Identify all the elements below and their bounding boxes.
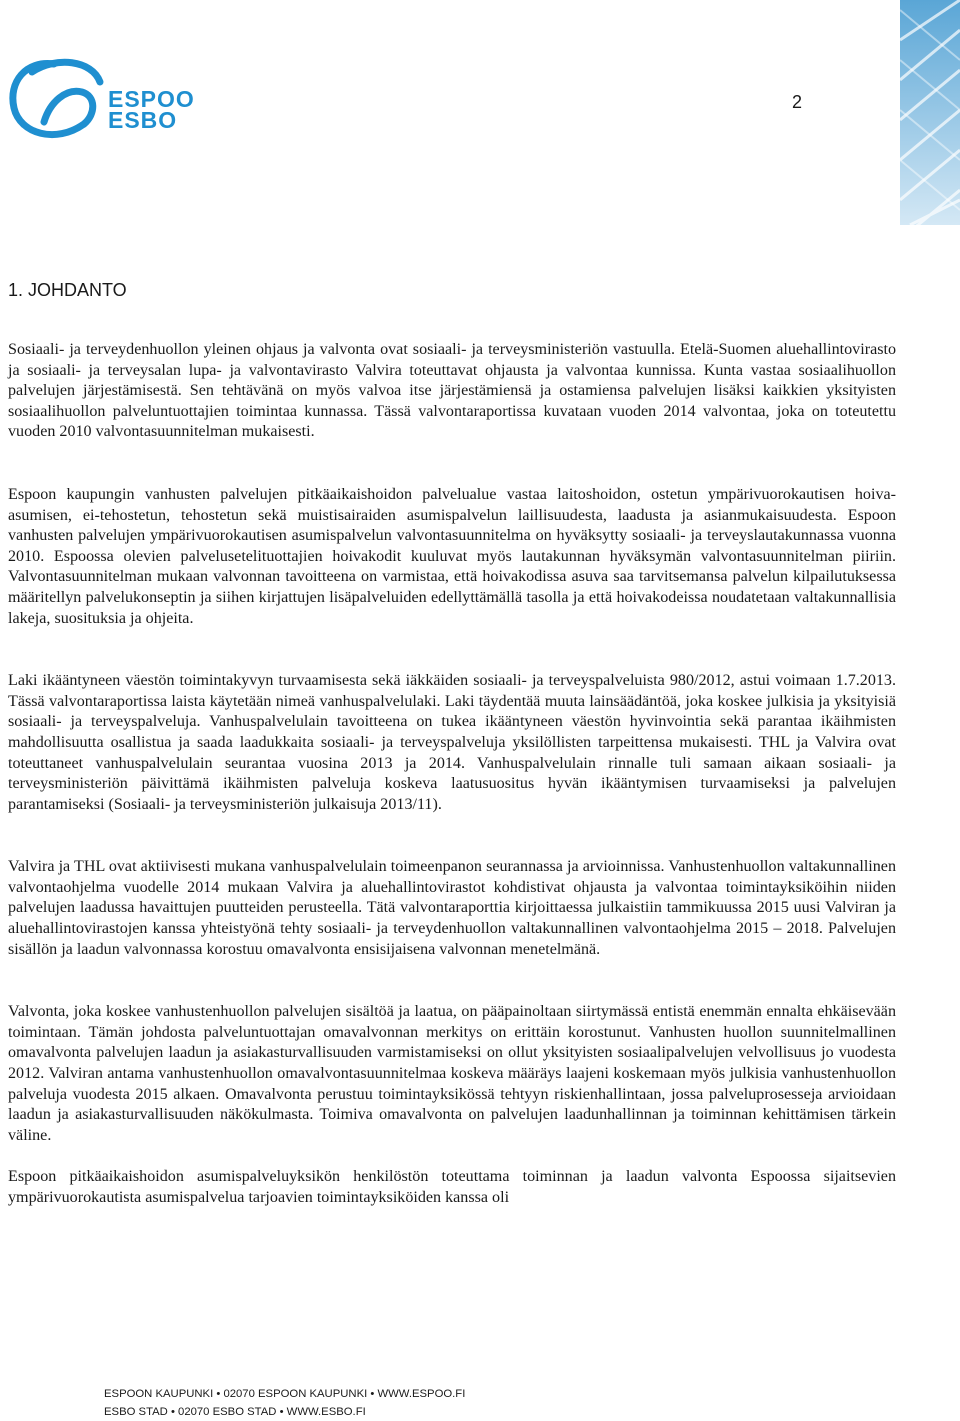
espoo-logo-mark-icon	[4, 52, 108, 147]
document-body	[8, 340, 896, 1209]
footer-line-1: ESPOON KAUPUNKI • 02070 ESPOON KAUPUNKI • WWW.ESPOO.FI	[104, 1386, 465, 1404]
espoo-logo	[4, 52, 194, 147]
paragraph: Valvira ja THL ovat aktiivisesti mukana vanhuspalvelulain toimeenpanon seurannassa ja arvioinnissa. Vanhustenhuollon valtakunnallinen valvontaohjelma vuodelle 2014 mukaan Valvira ja aluehallintovirastot kohdistivat ohjausta ja valvontaa toimintayksiköihin niiden palvelujen laadussa havaittujen puutteiden perusteella. Tätä valvontaraporttia kirjoittaessa julkaistiin tammikuussa 2015 uusi Valviran ja aluehallintovirastojen kanssa yhteistyönä tehty sosiaali- ja terveydenhuollon valtakunnallinen valvontaohjelma 2015 – 2018. Palvelujen sisällön ja laadun valvonnassa korostuu omavalvonta ensisijaisena valvonnan menetelmänä.	[8, 857, 896, 960]
paragraph: Espoon pitkäaikaishoidon asumispalveluyksikön henkilöstön toteuttama toiminnan ja laadun valvonta Espoossa sijaitsevien ympärivuorokautista asumispalvelua tarjoavien toimintayksiköiden kanssa oli	[8, 1167, 896, 1208]
logo-line-2: ESBO	[108, 110, 195, 131]
page-number: 2	[792, 92, 802, 113]
paragraph: Sosiaali- ja terveydenhuollon yleinen ohjaus ja valvonta ovat sosiaali- ja terveysministeriön vastuulla. Etelä-Suomen aluehallintovirasto ja sosiaali- ja terveysalan lupa- ja valvontavirasto Valvira toteuttavat ohjausta ja valvontaa kunnissa. Kunta vastaa sosiaalihuollon palvelujen järjestämisestä. Sen tehtävänä on myös valvoa itse järjestämiensä ja ostamiensa palvelujen lisäksi kaikkien yksityisten sosiaalihuollon palveluntuottajien toimintaa kunnassa. Tässä valvontaraportissa kuvataan vuoden 2014 valvontaa, joka on toteutettu vuoden 2010 valvontasuunnitelman mukaisesti.	[8, 340, 896, 443]
footer	[104, 1386, 465, 1421]
paragraph: Valvonta, joka koskee vanhustenhuollon palvelujen sisältöä ja laatua, on pääpainoltaan siirtymässä entistä enemmän ennalta ehkäisevään toimintaan. Tämän johdosta palveluntuottajan omavalvonnan merkitys on erittäin korostunut. Vanhusten huollon suunnitelmallinen omavalvonta palvelujen laadun ja asiakasturvallisuuden varmistamiseksi on ollut yksityisten sosiaalipalvelujen velvollisuus jo vuodesta 2012. Valviran antama vanhustenhuollon omavalvontasuunnitelmaa koskeva määräys laajeni koskemaan myös julkisia vanhustenhuollon palveluja vuodesta 2015 alkaen. Omavalvonta perustuu toimintayksikössä tehtyyn riskienhallintaan, jossa palveluprosesseja arvioidaan laadun ja asiakasturvallisuuden näkökulmasta. Toimiva omavalvonta on palvelujen laadunhallinnan ja toiminnan kehittämisen tärkein väline.	[8, 1002, 896, 1146]
paragraph: Laki ikääntyneen väestön toimintakyvyn turvaamisesta sekä iäkkäiden sosiaali- ja terveyspalveluista 980/2012, astui voimaan 1.7.2013. Tässä valvontaraportissa laista käytetään nimeä vanhuspalvelulaki. Laki täydentää muuta lainsäädäntöä, joka koskee julkisia ja yksityisiä sosiaali- ja terveyspalveluja. Vanhuspalvelulain tavoitteena on tukea ikääntyneen väestön hyvinvointia sekä parantaa ikäihmisten mahdollisuutta osallistua ja saada laadukkaita sosiaali- ja terveyspalveluja yksilöllisten tarpeittensa mukaisesti. THL ja Valvira ovat toteuttaneet vanhuspalvelulain seurantaa vuosina 2013 ja 2014. Vanhuspalvelulain rinnalle tuli samaan aikaan sosiaali- ja terveysministeriön päivittämä ikäihmisten palveluja koskeva laatusuositus hyvän ikääntymisen turvaamiseksi ja palvelujen parantamiseksi (Sosiaali- ja terveysministeriön julkaisuja 2013/11).	[8, 671, 896, 815]
decorative-pattern-icon	[900, 0, 960, 225]
footer-line-2: ESBO STAD • 02070 ESBO STAD • WWW.ESBO.FI	[104, 1404, 465, 1421]
paragraph: Espoon kaupungin vanhusten palvelujen pitkäaikaishoidon palvelualue vastaa laitoshoidon, ostetun ympärivuorokautisen hoiva-asumisen, ei-tehostetun, tehostetun sekä muistisairaiden asumispalvelun laillisuudesta, laadusta ja asianmukaisuudesta. Espoon vanhusten palvelujen ympärivuorokautisen asumispalvelun valvontasuunnitelma on hyväksytty sosiaali- ja terveyslautakunnassa vuonna 2010. Espoossa olevien palvelusetelituottajien hoivakodit kuuluvat myös lautakunnan hyväksymän valvontasuunnitelman piiriin. Valvontasuunnitelman mukaan valvonnan tavoitteena on varmistaa, että hoivakodissa asuva saa tarvitsemansa palvelun kilpailutuksessa määritellyn palvelukonseptin ja siihen kirjattujen lisäpalveluiden edellyttämällä tasolla ja että hoivakodeissa noudatetaan valtakunnallisia lakeja, suosituksia ja ohjeita.	[8, 485, 896, 629]
section-title: 1. JOHDANTO	[8, 280, 127, 301]
logo-line-1: ESPOO	[108, 89, 195, 110]
logo-wordmark	[108, 89, 195, 131]
